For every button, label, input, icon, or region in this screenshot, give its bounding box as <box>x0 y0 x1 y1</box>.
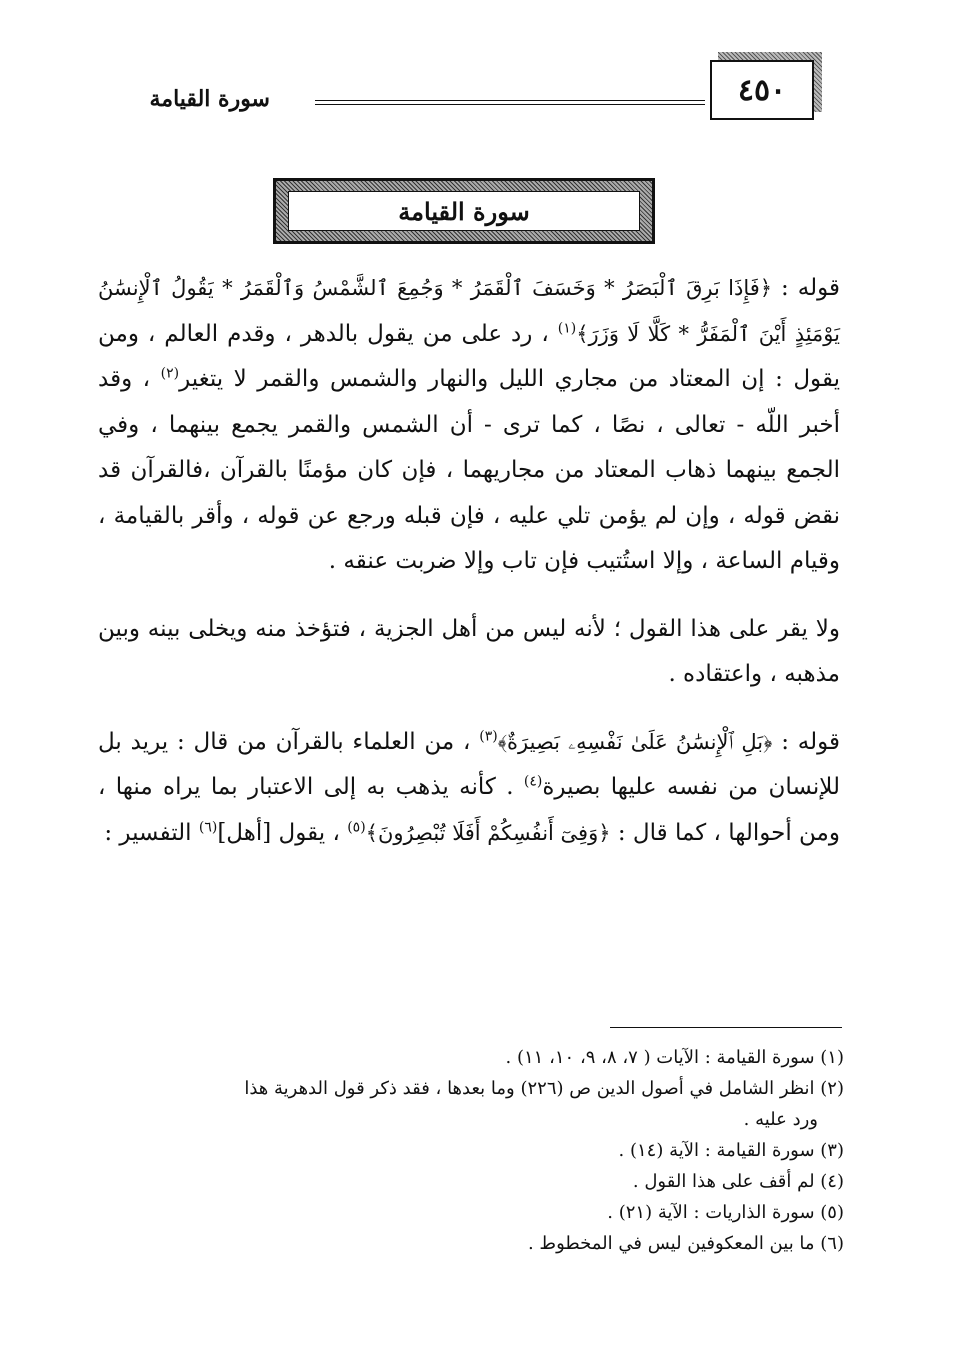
footnote-ref: (٣) <box>479 727 498 744</box>
footnote-5: (٥) سورة الذاريات : الآية (٢١) . <box>607 1202 844 1223</box>
footnote-rule <box>610 1027 842 1028</box>
footnote-ref: (١) <box>557 319 577 336</box>
footnote-ref: (٤) <box>523 773 543 790</box>
text-run: قوله : <box>772 275 840 301</box>
footnote-2: (٢) انظر الشامل في أصول الدين ص (٢٢٦) وما بعدها ، فقد ذكر قول الدهرية هذا <box>244 1078 844 1099</box>
text-run: ، من العلماء بالقرآن من قال : يريد بل للإنسان من نفسه عليها بصيرة <box>98 728 840 800</box>
text-run: . كأنه يذهب به إلى الاعتبار بما يراه منها ، ومن أحوالها ، كما قال : <box>98 774 840 846</box>
running-title: سورة القيامة <box>149 86 270 112</box>
footnote-ref: (٦) <box>198 818 218 835</box>
text-run: ، رد على من يقول بالدهر ، وقدم العالم ، ومن يقول : إن المعتاد من مجاري الليل والنهار والشمس والقمر لا يتغير <box>98 320 840 392</box>
footnote-6: (٦) ما بين المعكوفين ليس في المخطوط . <box>527 1233 844 1254</box>
quran-quote: ﴿وَفِىٓ أَنفُسِكُمْ أَفَلَا تُبْصِرُونَ﴾ <box>365 820 611 845</box>
footnote-ref: (٥) <box>347 818 366 835</box>
quran-quote: ﴿بَلِ ٱلْإِنسَٰنُ عَلَىٰ نَفْسِهِۦ بَصِيرَةٌ﴾ <box>497 729 773 754</box>
body-text <box>98 266 840 878</box>
paragraph-3 <box>98 720 840 857</box>
text-run: قوله : <box>772 728 840 755</box>
text-run: ، يقول [أهل] <box>217 819 348 846</box>
header-rule <box>315 100 705 101</box>
footnotes <box>104 1042 844 1259</box>
paragraph-2 <box>98 607 840 698</box>
chapter-title-frame <box>273 178 655 244</box>
footnote-1: (١) سورة القيامة : الآيات ( ٧، ٨، ٩، ١٠، ١١) . <box>505 1047 844 1068</box>
footnote-ref: (٢) <box>160 365 180 382</box>
footnote-3: (٣) سورة القيامة : الآية (١٤) . <box>618 1140 844 1161</box>
text-run: التفسير : <box>104 819 199 846</box>
quran-quote: ﴿فَإِذَا بَرِقَ ٱلْبَصَرُ * وَخَسَفَ ٱلْقَمَرُ * وَجُمِعَ ٱلشَّمْسُ وَٱلْقَمَرُ * يَقُولُ ٱلْإِنسَٰنُ يَوْمَئِذٍ أَيْنَ ٱلْمَفَرُّ * كَلَّا لَا وَزَرَ﴾ <box>98 276 841 346</box>
footnote-4: (٤) لم أقف على هذا القول . <box>632 1171 844 1192</box>
header-rule-secondary <box>315 104 705 105</box>
text-run: ولا يقر على هذا القول ؛ لأنه ليس من أهل الجزية ، فتؤخذ منه ويخلى بينه وبين مذهبه ، واعتقاده . <box>98 615 840 687</box>
page-number: ٤٥٠ <box>710 60 814 120</box>
paragraph-1 <box>98 266 840 585</box>
chapter-title: سورة القيامة <box>288 191 640 231</box>
footnote-2-continuation: ورد عليه . <box>743 1109 818 1130</box>
text-run: ، وقد أخبر اللّه - تعالى ، نصًا ، كما ترى - أن الشمس والقمر يجمع بينهما ، وفي الجمع بينهما ذهاب المعتاد من مجاريهما ، فإن كان مؤمنًا بالقرآن ،فالقرآن قد نقض قوله ، وإن لم يؤمن تلي عليه ، فإن قبله ورجع عن قوله ، وأقر بالقيامة ، وقيام الساعة ، وإلا استُتيب فإن تاب وإلا ضربت عنقه . <box>98 366 840 574</box>
